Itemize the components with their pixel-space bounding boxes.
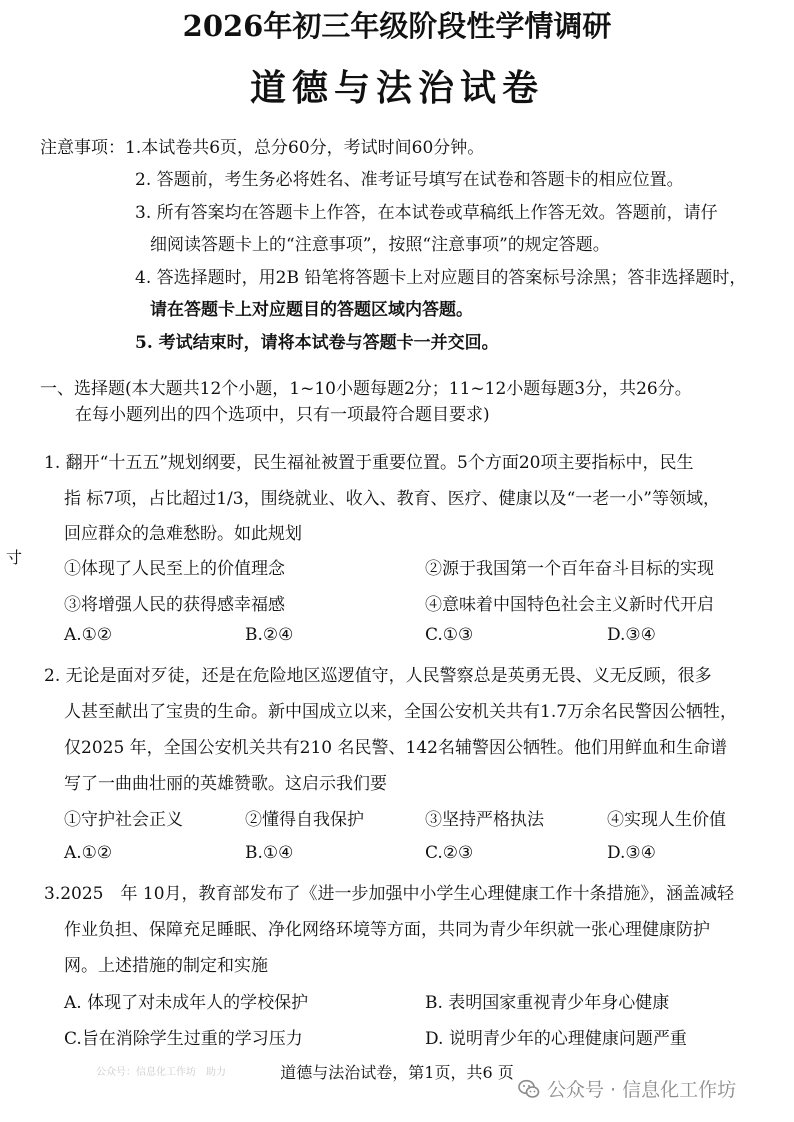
- wechat-icon: [517, 1077, 541, 1101]
- q2-option-b: B.①④: [245, 843, 294, 863]
- notice-label: 注意事项：: [40, 138, 125, 158]
- q2-option-d: D.③④: [607, 843, 656, 863]
- q2-statement-2: ②懂得自我保护: [245, 810, 364, 830]
- q1-statement-3: ③将增强人民的获得感幸福感: [64, 595, 285, 615]
- notice-item-5: 5. 考试结束时，请将本试卷与答题卡一并交回。: [135, 333, 499, 353]
- q1-statement-1: ①体现了人民至上的价值理念: [64, 559, 285, 579]
- q3-option-d: D. 说明青少年的心理健康问题严重: [425, 1029, 687, 1049]
- section-instruction: 在每小题列出的四个选项中，只有一项最符合题目要求): [75, 405, 490, 425]
- brand-label: [517, 1075, 736, 1102]
- q1-statement-4: ④意味着中国特色社会主义新时代开启: [425, 595, 714, 615]
- q2-line-2: 人甚至献出了宝贵的生命。新中国成立以来，全国公安机关共有1.7万余名民警因公牺牲，: [64, 702, 738, 722]
- q1-line-2: 指 标7项，占比超过1/3，围绕就业、收入、教育、医疗、健康以及“一老一小”等领域，: [64, 489, 720, 509]
- side-mark: 寸: [6, 548, 23, 567]
- q1-line-1: 1. 翻开“十五五”规划纲要，民生福祉被置于重要位置。5个方面20项主要指标中，民生: [44, 453, 694, 473]
- notice-item-4-cont: 请在答题卡上对应题目的答题区域内答题。: [150, 300, 473, 320]
- q2-option-c: C.②③: [425, 843, 474, 863]
- exam-title: 2026年初三年级阶段性学情调研: [182, 9, 612, 43]
- q3-option-a: A. 体现了对未成年人的学校保护: [64, 993, 309, 1013]
- watermark: 公众号：信息化工作坊 助力: [96, 1067, 226, 1078]
- q1-statement-2: ②源于我国第一个百年奋斗目标的实现: [425, 559, 714, 579]
- q1-option-a: A.①②: [64, 625, 113, 645]
- notice-item-3-cont: 细阅读答题卡上的“注意事项”，按照“注意事项”的规定答题。: [150, 235, 610, 255]
- page-footer: 道德与法治试卷，第1页，共6 页: [280, 1063, 514, 1082]
- notice-item-1: 1.本试卷共6页，总分60分，考试时间60分钟。: [125, 138, 485, 158]
- q2-line-4: 写了一曲曲壮丽的英雄赞歌。这启示我们要: [64, 774, 387, 794]
- exam-subject-title: 道德与法治试卷: [249, 67, 544, 109]
- q2-statement-3: ③坚持严格执法: [425, 810, 544, 830]
- q1-option-c: C.①③: [425, 625, 474, 645]
- q1-option-b: B.②④: [245, 625, 294, 645]
- notice-item-3: 3. 所有答案均在答题卡上作答，在本试卷或草稿纸上作答无效。答题前，请仔: [135, 203, 718, 223]
- q3-line-1: 3.2025 年 10月，教育部发布了《进一步加强中小学生心理健康工作十条措施》，涵盖减轻: [44, 884, 735, 904]
- q3-line-2: 作业负担、保障充足睡眠、净化网络环境等方面，共同为青少年织就一张心理健康防护: [64, 920, 710, 940]
- q1-line-3: 回应群众的急难愁盼。如此规划: [64, 524, 302, 544]
- notice-item-4: 4. 答选择题时，用2B 铅笔将答题卡上对应题目的答案标号涂黑；答非选择题时，: [135, 268, 747, 288]
- q1-option-d: D.③④: [607, 625, 656, 645]
- q2-option-a: A.①②: [64, 843, 113, 863]
- q2-statement-4: ④实现人生价值: [607, 810, 726, 830]
- notice-item-2: 2. 答题前，考生务必将姓名、准考证号填写在试卷和答题卡的相应位置。: [135, 170, 684, 190]
- q2-line-3: 仅2025 年，全国公安机关共有210 名民警、142名辅警因公牺牲。他们用鲜血和生命谱: [64, 738, 727, 758]
- q2-statement-1: ①守护社会正义: [64, 810, 183, 830]
- q3-option-c: C.旨在消除学生过重的学习压力: [64, 1029, 303, 1049]
- q3-option-b: B. 表明国家重视青少年身心健康: [425, 993, 670, 1013]
- q2-line-1: 2. 无论是面对歹徒，还是在危险地区巡逻值守，人民警察总是英勇无畏、义无反顾，很多: [44, 666, 712, 686]
- q3-line-3: 网。上述措施的制定和实施: [64, 956, 268, 976]
- section-heading: 一、选择题(本大题共12个小题，1~10小题每题2分；11~12小题每题3分，共26分。: [40, 379, 692, 399]
- brand-text: 公众号 · 信息化工作坊: [547, 1079, 737, 1101]
